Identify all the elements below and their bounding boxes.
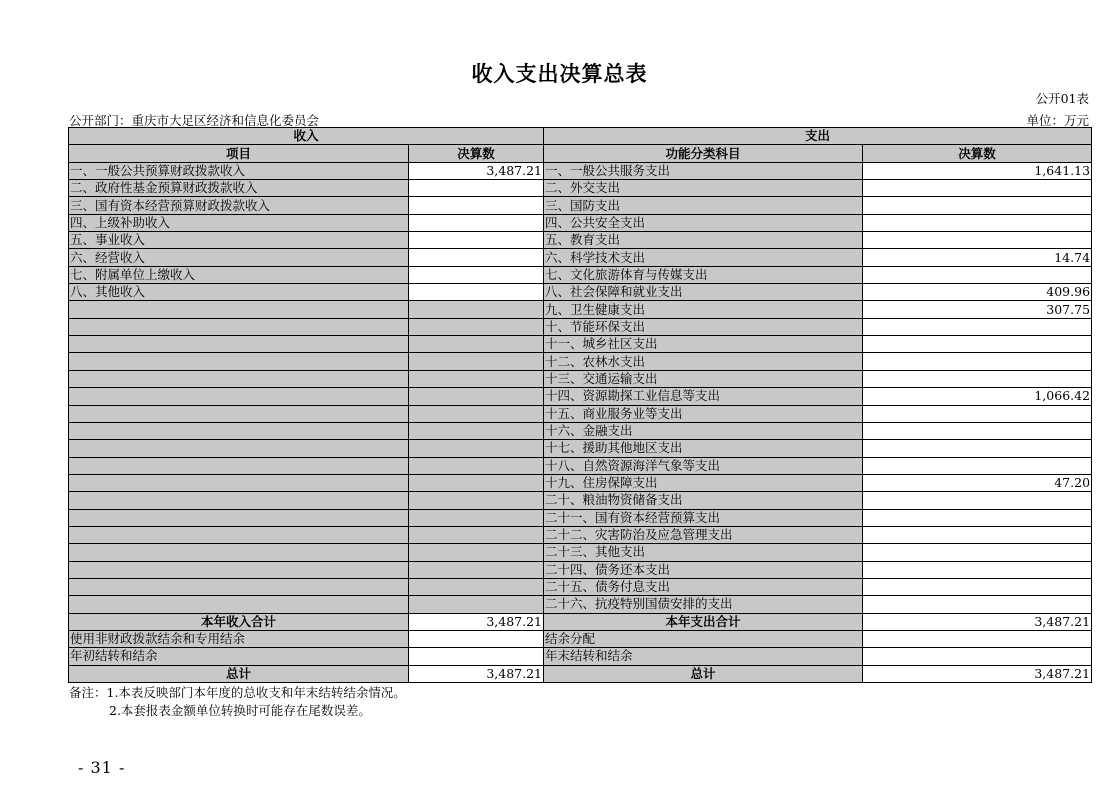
table-row <box>69 544 1092 561</box>
expense-item-label: 十九、住房保障支出 <box>544 474 863 491</box>
subtotal-row <box>69 613 1092 630</box>
income-item-value <box>409 457 544 474</box>
expense-subtotal-value: 3,487.21 <box>863 613 1092 630</box>
expense-item-label: 八、社会保障和就业支出 <box>544 284 863 301</box>
table-row <box>69 405 1092 422</box>
expense-item-label: 二十五、债务付息支出 <box>544 578 863 595</box>
income-item-value <box>409 544 544 561</box>
expense-item-label: 十三、交通运输支出 <box>544 370 863 387</box>
note-line-1: 备注：1.本表反映部门本年度的总收支和年末结转结余情况。 <box>69 685 406 700</box>
table-row <box>69 370 1092 387</box>
income-item-label <box>69 353 409 370</box>
expense-item-label: 五、教育支出 <box>544 232 863 249</box>
expense-item-value <box>863 318 1092 335</box>
table-row <box>69 180 1092 197</box>
expense-item-label: 十、节能环保支出 <box>544 318 863 335</box>
function-class-header: 功能分类科目 <box>544 145 863 162</box>
income-item-label: 使用非财政拨款结余和专用结余 <box>69 630 409 647</box>
expense-item-label: 十六、金融支出 <box>544 422 863 439</box>
income-item-label <box>69 422 409 439</box>
table-row <box>69 284 1092 301</box>
expense-total-value: 3,487.21 <box>863 665 1092 682</box>
income-item-label <box>69 336 409 353</box>
expense-item-label: 二十、粮油物资储备支出 <box>544 492 863 509</box>
income-item-value <box>409 422 544 439</box>
table-row <box>69 336 1092 353</box>
income-item-value: 3,487.21 <box>409 162 544 179</box>
income-item-label <box>69 405 409 422</box>
income-item-value <box>409 284 544 301</box>
income-item-value <box>409 630 544 647</box>
expense-item-value <box>863 544 1092 561</box>
income-item-label: 二、政府性基金预算财政拨款收入 <box>69 180 409 197</box>
income-item-label: 四、上级补助收入 <box>69 214 409 231</box>
income-expense-table <box>68 127 1092 683</box>
table-row <box>69 422 1092 439</box>
table-row <box>69 526 1092 543</box>
expense-item-value <box>863 457 1092 474</box>
income-item-value <box>409 492 544 509</box>
expense-item-label: 十二、农林水支出 <box>544 353 863 370</box>
income-item-value <box>409 526 544 543</box>
expense-item-value <box>863 197 1092 214</box>
table-row <box>69 301 1092 318</box>
table-row <box>69 648 1092 665</box>
income-item-label: 三、国有资本经营预算财政拨款收入 <box>69 197 409 214</box>
expense-item-value <box>863 440 1092 457</box>
table-row <box>69 561 1092 578</box>
unit-label: 单位：万元 <box>1026 113 1089 128</box>
amount-header: 决算数 <box>409 145 544 162</box>
income-item-label <box>69 301 409 318</box>
department-label: 公开部门：重庆市大足区经济和信息化委员会 <box>69 113 320 128</box>
notes <box>69 684 406 720</box>
income-item-label <box>69 318 409 335</box>
income-header: 收入 <box>69 128 544 145</box>
expense-item-value <box>863 509 1092 526</box>
income-item-label: 一、一般公共预算财政拨款收入 <box>69 162 409 179</box>
expense-item-label: 十八、自然资源海洋气象等支出 <box>544 457 863 474</box>
table-row <box>69 353 1092 370</box>
income-item-label <box>69 578 409 595</box>
income-item-value <box>409 596 544 613</box>
income-item-label <box>69 509 409 526</box>
column-header-row <box>69 145 1092 162</box>
expense-item-label: 结余分配 <box>544 630 863 647</box>
income-total-label: 总计 <box>69 665 409 682</box>
table-row <box>69 249 1092 266</box>
income-item-label <box>69 440 409 457</box>
income-item-label: 八、其他收入 <box>69 284 409 301</box>
form-number: 公开01表 <box>1035 91 1089 106</box>
expense-item-label: 十五、商业服务业等支出 <box>544 405 863 422</box>
table-row <box>69 388 1092 405</box>
expense-header: 支出 <box>544 128 1092 145</box>
table-row <box>69 440 1092 457</box>
expense-item-value <box>863 596 1092 613</box>
income-item-label <box>69 388 409 405</box>
expense-item-value <box>863 353 1092 370</box>
page-number: - 31 - <box>78 758 126 777</box>
income-item-value <box>409 214 544 231</box>
expense-subtotal-label: 本年支出合计 <box>544 613 863 630</box>
expense-item-value <box>863 370 1092 387</box>
income-item-value <box>409 561 544 578</box>
table-row <box>69 197 1092 214</box>
amount2-header: 决算数 <box>863 145 1092 162</box>
expense-item-label: 一、一般公共服务支出 <box>544 162 863 179</box>
table-row <box>69 266 1092 283</box>
expense-item-value: 307.75 <box>863 301 1092 318</box>
income-item-label: 六、经营收入 <box>69 249 409 266</box>
expense-total-label: 总计 <box>544 665 863 682</box>
income-item-label: 五、事业收入 <box>69 232 409 249</box>
expense-item-value <box>863 561 1092 578</box>
table-row <box>69 509 1092 526</box>
expense-item-label: 二十一、国有资本经营预算支出 <box>544 509 863 526</box>
income-item-value <box>409 336 544 353</box>
income-subtotal-value: 3,487.21 <box>409 613 544 630</box>
income-item-value <box>409 232 544 249</box>
income-item-value <box>409 405 544 422</box>
expense-item-label: 二十三、其他支出 <box>544 544 863 561</box>
expense-item-value: 1,641.13 <box>863 162 1092 179</box>
expense-item-label: 十一、城乡社区支出 <box>544 336 863 353</box>
expense-item-value: 409.96 <box>863 284 1092 301</box>
report-title: 收入支出决算总表 <box>471 61 648 86</box>
expense-item-value <box>863 214 1092 231</box>
income-item-label <box>69 457 409 474</box>
income-item-value <box>409 509 544 526</box>
income-item-value <box>409 266 544 283</box>
income-item-label <box>69 544 409 561</box>
expense-item-value: 14.74 <box>863 249 1092 266</box>
income-item-label <box>69 492 409 509</box>
income-item-label <box>69 561 409 578</box>
expense-item-value <box>863 405 1092 422</box>
expense-item-label: 十四、资源勘探工业信息等支出 <box>544 388 863 405</box>
income-subtotal-label: 本年收入合计 <box>69 613 409 630</box>
expense-item-label: 年末结转和结余 <box>544 648 863 665</box>
table-row <box>69 578 1092 595</box>
expense-item-label: 七、文化旅游体育与传媒支出 <box>544 266 863 283</box>
income-item-value <box>409 370 544 387</box>
expense-item-value <box>863 336 1092 353</box>
income-item-value <box>409 440 544 457</box>
income-item-label: 七、附属单位上缴收入 <box>69 266 409 283</box>
expense-item-label: 二十二、灾害防治及应急管理支出 <box>544 526 863 543</box>
income-item-value <box>409 578 544 595</box>
expense-item-label: 二十六、抗疫特别国债安排的支出 <box>544 596 863 613</box>
table-row <box>69 596 1092 613</box>
expense-item-value: 1,066.42 <box>863 388 1092 405</box>
income-item-value <box>409 648 544 665</box>
income-item-value <box>409 388 544 405</box>
income-item-label <box>69 474 409 491</box>
note-line-2: 2.本套报表金额单位转换时可能存在尾数误差。 <box>109 703 371 718</box>
expense-item-value <box>863 232 1092 249</box>
income-item-value <box>409 180 544 197</box>
expense-item-label: 三、国防支出 <box>544 197 863 214</box>
expense-item-value <box>863 578 1092 595</box>
total-row <box>69 665 1092 682</box>
expense-item-value <box>863 180 1092 197</box>
income-item-value <box>409 249 544 266</box>
income-item-label <box>69 370 409 387</box>
section-header-row <box>69 128 1092 145</box>
expense-item-value <box>863 630 1092 647</box>
income-item-label <box>69 526 409 543</box>
income-item-value <box>409 301 544 318</box>
expense-item-value <box>863 266 1092 283</box>
table-row <box>69 474 1092 491</box>
expense-item-value <box>863 526 1092 543</box>
item-header: 项目 <box>69 145 409 162</box>
table-row <box>69 492 1092 509</box>
table-row <box>69 232 1092 249</box>
expense-item-label: 二、外交支出 <box>544 180 863 197</box>
expense-item-value <box>863 422 1092 439</box>
income-item-value <box>409 353 544 370</box>
expense-item-value <box>863 648 1092 665</box>
income-total-value: 3,487.21 <box>409 665 544 682</box>
expense-item-label: 十七、援助其他地区支出 <box>544 440 863 457</box>
table-row <box>69 630 1092 647</box>
income-item-value <box>409 474 544 491</box>
expense-item-label: 九、卫生健康支出 <box>544 301 863 318</box>
income-item-label <box>69 596 409 613</box>
table-row <box>69 162 1092 179</box>
expense-item-label: 六、科学技术支出 <box>544 249 863 266</box>
income-item-label: 年初结转和结余 <box>69 648 409 665</box>
table-row <box>69 457 1092 474</box>
expense-item-value <box>863 492 1092 509</box>
expense-item-label: 四、公共安全支出 <box>544 214 863 231</box>
expense-item-label: 二十四、债务还本支出 <box>544 561 863 578</box>
income-item-value <box>409 197 544 214</box>
expense-item-value: 47.20 <box>863 474 1092 491</box>
income-item-value <box>409 318 544 335</box>
table-row <box>69 214 1092 231</box>
table-row <box>69 318 1092 335</box>
